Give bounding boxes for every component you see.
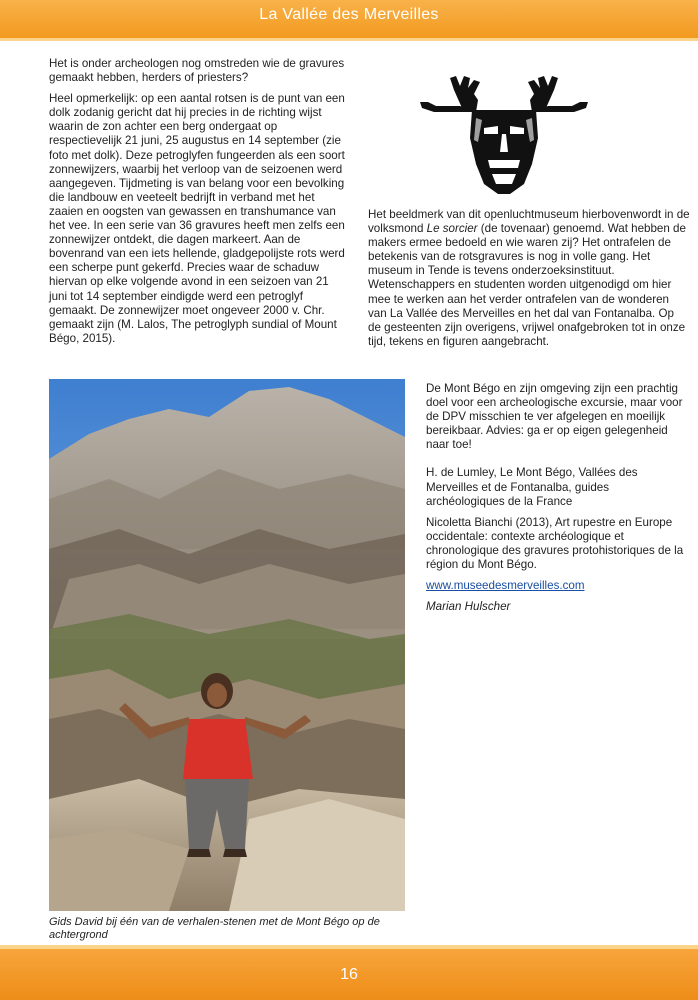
right-paragraph-1-end: (de tovenaar) genoemd. Wat hebben de makers ermee bedoeld en wie waren zij? Het ontrafelen de betekenis van de rotsgravures is nog in volle gang. Het museum in Tende is tevens onderzoeksinstituut. Wetenschappers en studenten worden uitgenodigd om hier mee te werken aan het verder ontrafelen van de wonderen van La Vallée des Merveilles en het dal van Fontanalba. Op de gesteenten zijn overigens, vrijwel onafgebroken tot in onze tijd, tekens en figuren aangebracht. (368, 222, 686, 348)
reference-2: Nicoletta Bianchi (2013), Art rupestre en Europe occidentale: contexte archéologique et chronologique des gravures protohistoriques de la région du Mont Bégo. (426, 515, 684, 572)
left-paragraph-2: Heel opmerkelijk: op een aantal rotsen is de punt van een dolk zodanig gericht dat hij precies in de richting wijst waarin de zon achter een berg ondergaat op respectievelijk 21 juni, 25 augustus en 14 september (zie foto met dolk). Deze petroglyfen fungeerden als een soort zonnewijzers, waarbij het verloop van de seizoenen werd aangegeven. Tijdmeting is van belang voor een bevolking die landbouw en veeteelt bedrijft in verband met het zaaien en oogsten van gewassen en transhumance van het vee. In een serie van 36 gravures heeft men zelfs een zonnewijzer ontdekt, die dagen markeert. Aan de bovenrand van een iets hellende, gladgepolijste rots werd een scherpe punt gekerfd. Precies waar de schaduw hiervan op elke volgende avond in een seizoen van 21 juni tot 14 september eindigde werd een petroglyf gemaakt. De zonnewijzer moet ongeveer 2000 v. Chr. gemaakt zijn (M. Lalos, The petroglyph sundial of Mount Bégo, 2015). (49, 92, 345, 345)
left-column (49, 57, 345, 353)
le-sorcier-term: Le sorcier (426, 222, 478, 236)
mont-bego-photo-illustration (49, 379, 405, 911)
header-divider (0, 38, 698, 41)
museum-link[interactable]: www.museedesmerveilles.com (426, 579, 585, 593)
advice-paragraph: De Mont Bégo en zijn omgeving zijn een prachtig doel voor een archeologische excursie, maar voor de DPV misschien te ver afgelegen en moeilijk bereikbaar. Advies: ga er op eigen gelegenheid naar toe! (426, 382, 683, 452)
right-paragraph-1-start: Het beeldmerk van dit openluchtmuseum hierbovenwordt in de volksmond (368, 208, 690, 236)
page-title: La Vallée des Merveilles (259, 6, 439, 23)
photo-caption: Gids David bij één van de verhalen-stenen met de Mont Bégo op de achtergrond (49, 916, 380, 941)
left-paragraph-1: Het is onder archeologen nog omstreden wie de gravures gemaakt hebben, herders of priesters? (49, 57, 345, 85)
reference-1: H. de Lumley, Le Mont Bégo, Vallées des Merveilles et de Fontanalba, guides archéologiques de la France (426, 466, 638, 508)
mountain-photo (49, 379, 405, 911)
right-column (368, 208, 690, 356)
side-block (426, 382, 684, 621)
page-number: 16 (340, 966, 358, 983)
sorcier-petroglyph-icon (414, 72, 594, 204)
sorcier-logo (414, 72, 594, 204)
author-name: Marian Hulscher (426, 600, 511, 614)
right-paragraph-1 (368, 208, 690, 349)
